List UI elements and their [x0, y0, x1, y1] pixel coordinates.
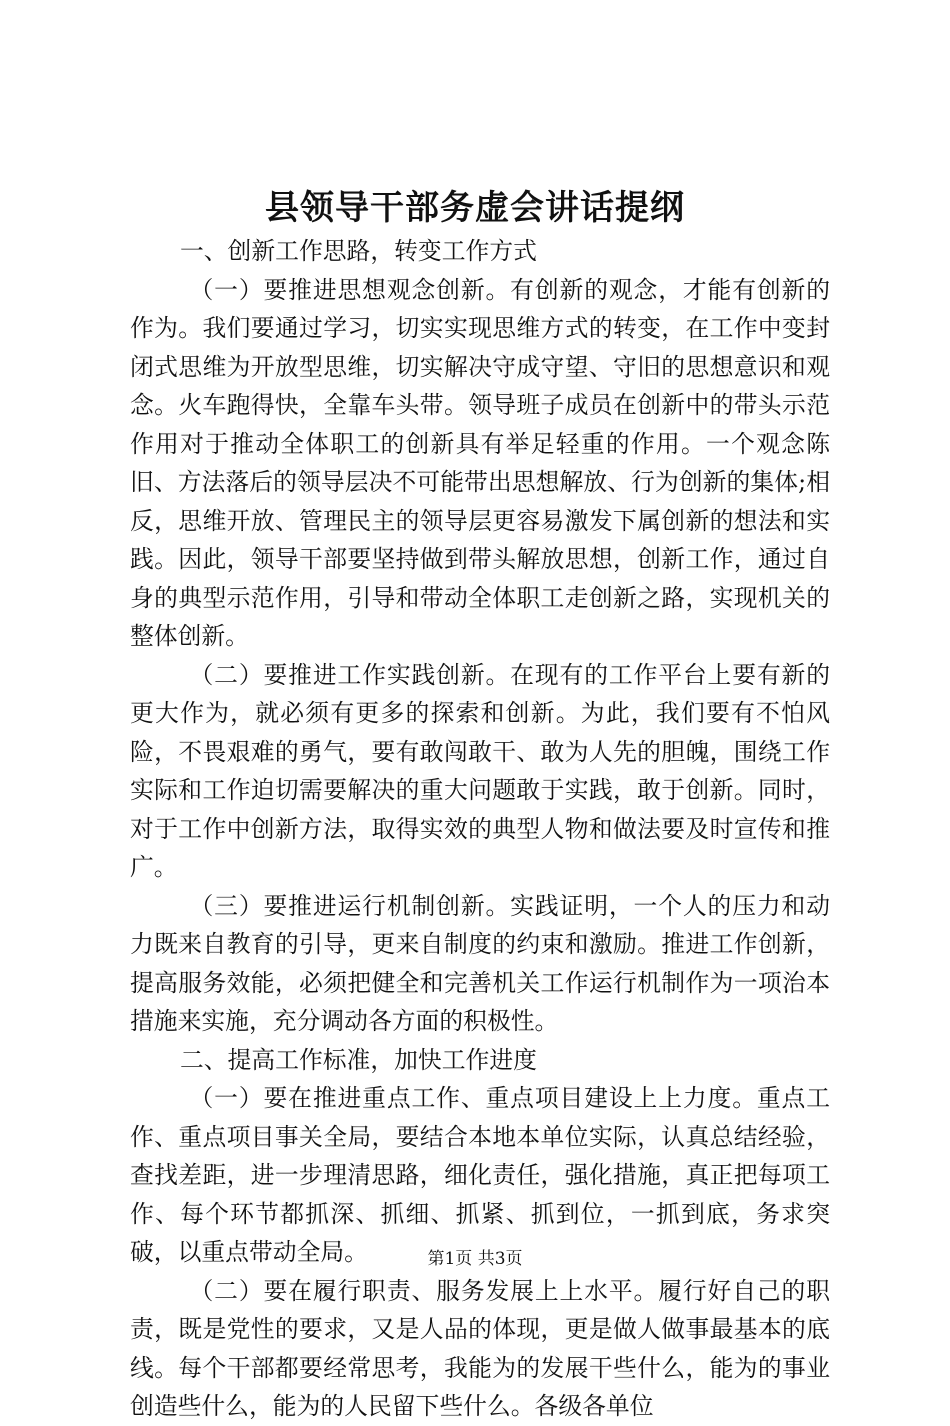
paragraph-1-2: （二）要推进工作实践创新。在现有的工作平台上要有新的更大作为，就必须有更多的探索和创新。为此，我们要有不怕风险，不畏艰难的勇气，要有敢闯敢干、敢为人先的胆魄，围绕工作实际和工作迫切需要解决的重大问题敢于实践，敢于创新。同时，对于工作中创新方法，取得实效的典型人物和做法要及时宣传和推广。 — [130, 660, 830, 881]
section-heading-1: 一、创新工作思路，转变工作方式 — [179, 237, 537, 265]
paragraph-2-1: （一）要在推进重点工作、重点项目建设上上力度。重点工作、重点项目事关全局，要结合本地本单位实际，认真总结经验，查找差距，进一步理清思路，细化责任，强化措施，真正把每项工作、每个环节都抓深、抓细、抓紧、抓到位，一抓到底，务求突破，以重点带动全局。 — [130, 1084, 830, 1266]
paragraph-1-3: （三）要推进运行机制创新。实践证明，一个人的压力和动力既来自教育的引导，更来自制度的约束和激励。推进工作创新，提高服务效能，必须把健全和完善机关工作运行机制作为一项治本措施来实施，充分调动各方面的积极性。 — [130, 891, 830, 1035]
document-title: 县领导干部务虚会讲话提纲 — [265, 188, 685, 228]
page-footer: 第1页 共3页 — [427, 1249, 523, 1269]
section-heading-2: 二、提高工作标准，加快工作进度 — [179, 1045, 537, 1074]
paragraph-1-1: （一）要推进思想观念创新。有创新的观念，才能有创新的作为。我们要通过学习，切实实现思维方式的转变，在工作中变封闭式思维为开放型思维，切实解决守成守望、守旧的思想意识和观念。火车跑得快，全靠车头带。领导班子成员在创新中的带头示范作用对于推动全体职工的创新具有举足轻重的作用。一个观念陈旧、方法落后的领导层决不可能带出思想解放、行为创新的集体;相反，思维开放、管理民主的领导层更容易激发下属创新的想法和实践。因此，领导干部要坚持做到带头解放思想，创新工作，通过自身的典型示范作用，引导和带动全体职工走创新之路，实现机关的整体创新。 — [130, 275, 830, 650]
paragraph-2-2: （二）要在履行职责、服务发展上上水平。履行好自己的职责，既是党性的要求，又是人品的体现，更是做人做事最基本的底线。每个干部都要经常思考，我能为的发展干些什么，能为的事业创造些什么，能为的人民留下些什么。各级各单位 — [130, 1276, 830, 1420]
